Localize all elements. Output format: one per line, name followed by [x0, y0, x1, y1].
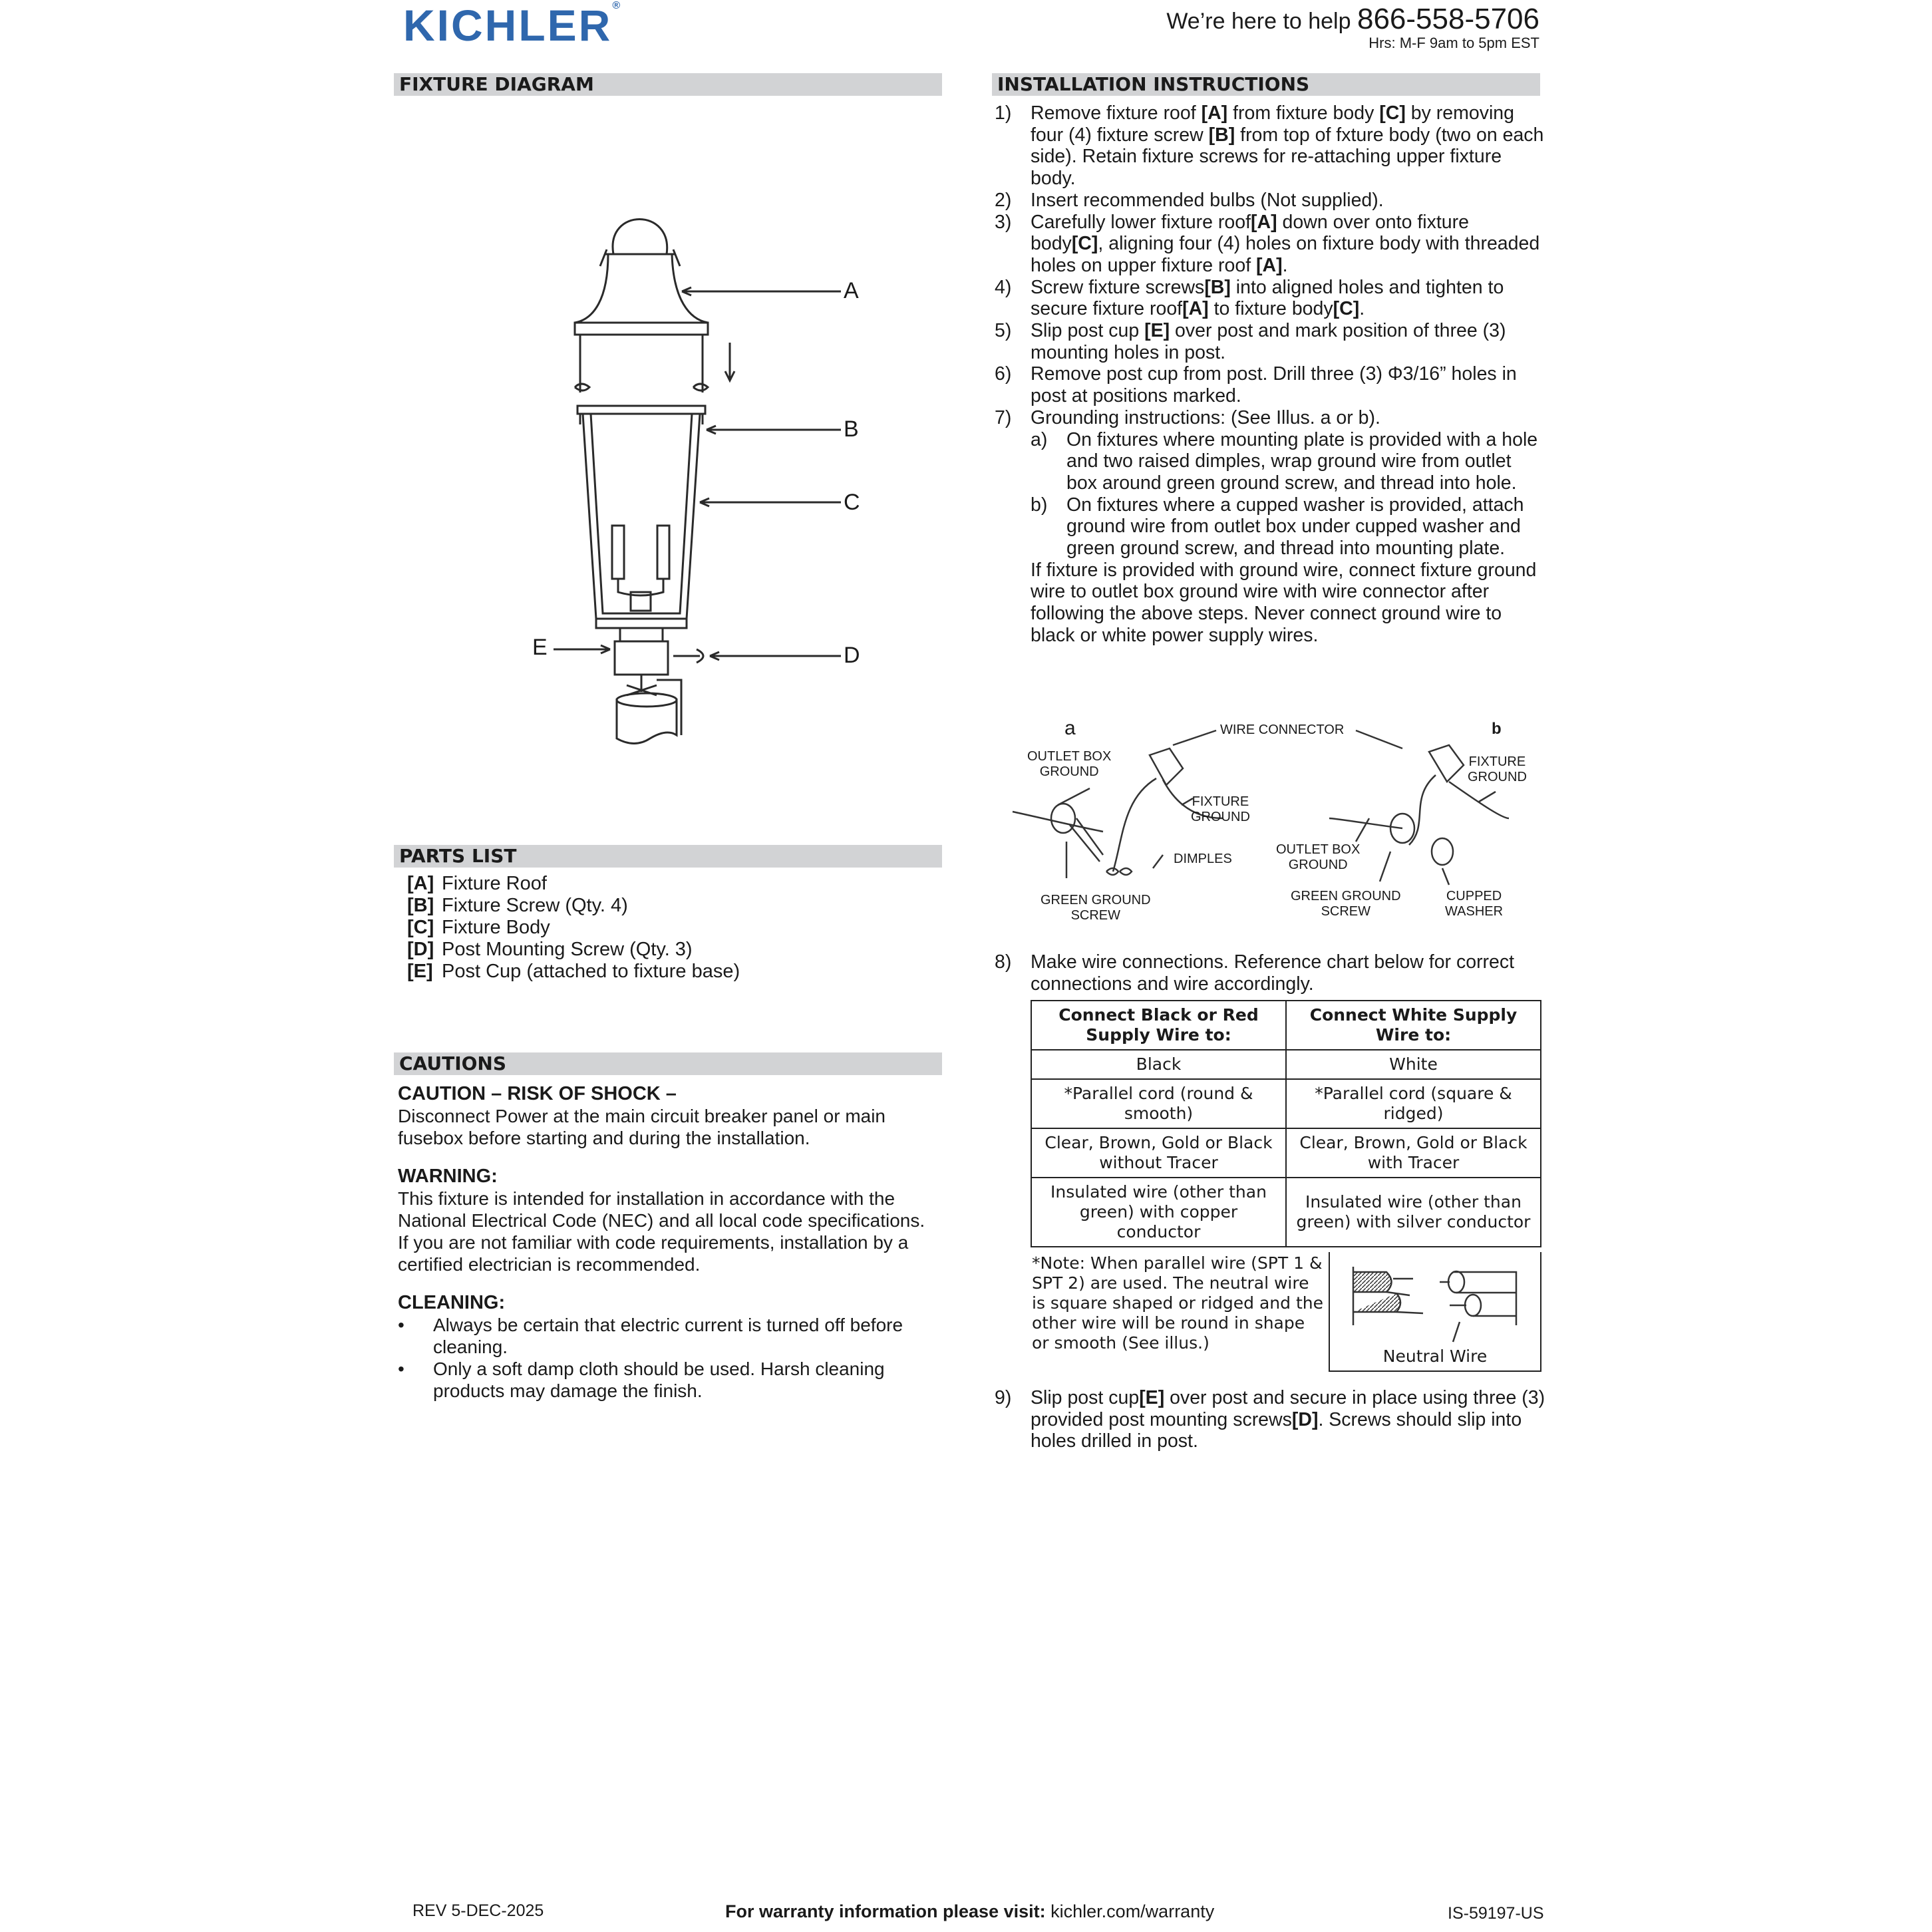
installation-steps [995, 102, 1547, 647]
help-contact [1166, 3, 1539, 52]
green-ground-screw-b-label: GREEN GROUND SCREW [1291, 889, 1401, 919]
list-item: [D] Post Mounting Screw (Qty. 3) [407, 939, 693, 960]
table-header: Connect White Supply Wire to: [1286, 1001, 1541, 1050]
table-cell: White [1286, 1050, 1541, 1079]
diagram-label-a: A [844, 278, 859, 303]
table-header-row [1031, 1001, 1541, 1050]
warranty-info: For warranty information please visit: kichler.com/warranty [725, 1901, 1215, 1921]
candle-left [612, 526, 624, 579]
section-cautions: CAUTIONS [394, 1052, 942, 1075]
neutral-wire-label: Neutral Wire [1382, 1347, 1488, 1366]
step-8: 8) Make wire connections. Reference chart below for correct connections and wire accordingly. [995, 951, 1515, 995]
parts-list [407, 873, 740, 983]
ridged-wire [1353, 1272, 1392, 1292]
table-row [1031, 1178, 1541, 1247]
cupped-washer-label: CUPPED WASHER [1445, 889, 1504, 919]
list-item: [C] Fixture Body [407, 917, 550, 938]
bullet-icon: • [398, 1359, 404, 1379]
list-item: [A] Fixture Roof [407, 873, 547, 894]
cleaning-title: CLEANING: [398, 1292, 506, 1313]
list-item: • Always be certain that electric current is turned off before cleaning. [398, 1315, 903, 1357]
table-cell: Insulated wire (other than green) with copper conductor [1031, 1178, 1286, 1247]
warning-text: This fixture is intended for installation in accordance with the National Electrical Code (NEC) and all local code specifications. If you are not familiar with code requirements, installation by a certified electrician is recommended. [398, 1188, 925, 1275]
wire-connection-table [1031, 1000, 1541, 1247]
revision-date: REV 5-DEC-2025 [412, 1901, 544, 1920]
section-installation: INSTALLATION INSTRUCTIONS [992, 73, 1540, 96]
cupped-washer [1432, 838, 1453, 865]
help-hours: Hrs: M-F 9am to 5pm EST [1368, 35, 1539, 51]
brand-name: KICHLER [403, 1, 613, 50]
step-1: 1) Remove fixture roof [A] from fixture body [C] by removing four (4) fixture screw [B] from top of fxture body (two on each side). Retain fixture screws for re-attaching upper fixture body. [995, 102, 1544, 190]
fixture-ground-a: FIXTURE GROUND [1191, 794, 1250, 824]
wire-connector-label: WIRE CONNECTOR [1220, 723, 1345, 737]
list-item: [E] Post Cup (attached to fixture base) [407, 961, 740, 982]
shock-text: Disconnect Power at the main circuit breaker panel or main fusebox before starting and during the installation. [398, 1106, 886, 1148]
post-cup [615, 641, 668, 675]
step-3: 3) Carefully lower fixture roof[A] down over onto fixture body[C], aligning four (4) holes on fixture body with threaded holes on upper fixture roof [A]. [995, 211, 1540, 276]
parallel-wire-note: *Note: When parallel wire (SPT 1 & SPT 2) are used. The neutral wire is square shaped or ridged and the other wire will be round in shape or smooth (See illus.) [1032, 1253, 1323, 1353]
roof-band [575, 323, 708, 335]
bullet-icon: • [398, 1315, 404, 1335]
table-cell: *Parallel cord (square & ridged) [1286, 1079, 1541, 1128]
shock-title: CAUTION – RISK OF SHOCK – [398, 1083, 677, 1104]
registered-mark-icon: ® [612, 0, 621, 11]
illus-b-label: b [1492, 720, 1502, 738]
dimples-label: DIMPLES [1174, 852, 1232, 866]
installation-step-8 [995, 951, 1547, 995]
neutral-wire-illustration [1329, 1252, 1541, 1372]
table-row [1031, 1050, 1541, 1079]
step-6: 6) Remove post cup from post. Drill three (3) Φ3/16” holes in post at positions marked. [995, 363, 1517, 407]
document-id: IS-59197-US [1448, 1904, 1544, 1923]
list-item: [B] Fixture Screw (Qty. 4) [407, 895, 628, 916]
green-ground-screw-a-label: GREEN GROUND SCREW [1041, 893, 1151, 923]
post-screw [673, 649, 703, 663]
help-text: We’re here to help [1166, 9, 1351, 34]
diagram-label-c: C [844, 490, 860, 515]
down-arrow-icon [725, 343, 734, 381]
help-phone[interactable]: 866-558-5706 [1357, 3, 1539, 35]
step-7b: b) On fixtures where a cupped washer is provided, attach ground wire from outlet box under cupped washer and green ground screw, and thread into mounting plate. [1031, 494, 1524, 560]
outlet-box-ground-b: OUTLET BOX GROUND [1276, 842, 1361, 872]
section-parts-list: PARTS LIST [394, 845, 942, 868]
ground-wire-note: If fixture is provided with ground wire, connect fixture ground wire to outlet box ground wire with wire connector after following the above steps. Never connect ground wire to black or white power supply wires. [1031, 559, 1537, 646]
smooth-wire [1448, 1271, 1464, 1293]
diagram-label-b: B [844, 416, 859, 442]
installation-step-9 [995, 1387, 1547, 1452]
finial-ring [613, 220, 667, 255]
step-2: 2) Insert recommended bulbs (Not supplied). [995, 189, 1384, 211]
diagram-label-e: E [532, 635, 548, 660]
table-cell: Black [1031, 1050, 1286, 1079]
step-7a: a) On fixtures where mounting plate is provided with a hole and two raised dimples, wrap ground wire from outlet box around green ground screw, and thread into hole. [1031, 428, 1538, 494]
illus-a-label: a [1064, 717, 1076, 739]
table-row [1031, 1128, 1541, 1178]
section-fixture-diagram: FIXTURE DIAGRAM [394, 73, 942, 96]
outlet-box-ground-a: OUTLET BOX GROUND [1027, 749, 1112, 779]
warning-title: WARNING: [398, 1166, 498, 1187]
step-7: 7) Grounding instructions: (See Illus. a or b). a) On fixtures where mounting plate is provided with a hole and two raised dimples, wrap ground wire from outlet box around green ground screw, and thread into hole. b) On fixtures where a cupped washer is provided, attach ground wire from outlet box under cupped washer and green ground screw, and thread into mounting plate. [995, 407, 1547, 560]
table-cell: *Parallel cord (round & smooth) [1031, 1079, 1286, 1128]
step-5: 5) Slip post cup [E] over post and mark position of three (3) mounting holes in post. [995, 320, 1506, 363]
diagram-label-d: D [844, 643, 860, 668]
table-cell: Insulated wire (other than green) with silver conductor [1286, 1178, 1541, 1247]
body-band [577, 406, 705, 414]
warranty-link[interactable]: kichler.com/warranty [1050, 1901, 1215, 1921]
cautions-block [398, 1083, 930, 1402]
green-ground-screw-a [1051, 804, 1075, 833]
candle-right [657, 526, 669, 579]
fixture-ground-b: FIXTURE GROUND [1468, 754, 1527, 784]
table-cell: Clear, Brown, Gold or Black without Tracer [1031, 1128, 1286, 1178]
table-header: Connect Black or Red Supply Wire to: [1031, 1001, 1286, 1050]
table-row [1031, 1079, 1541, 1128]
step-9: 9) Slip post cup[E] over post and secure in place using three (3) provided post mounting screws[D]. Screws should slip into holes drilled in post. [995, 1387, 1545, 1452]
brand-logo [403, 0, 620, 51]
table-cell: Clear, Brown, Gold or Black with Tracer [1286, 1128, 1541, 1178]
list-item: • Only a soft damp cloth should be used. Harsh cleaning products may damage the finish. [398, 1359, 885, 1401]
step-4: 4) Screw fixture screws[B] into aligned holes and tighten to secure fixture roof[A] to fixture body[C]. [995, 276, 1504, 320]
